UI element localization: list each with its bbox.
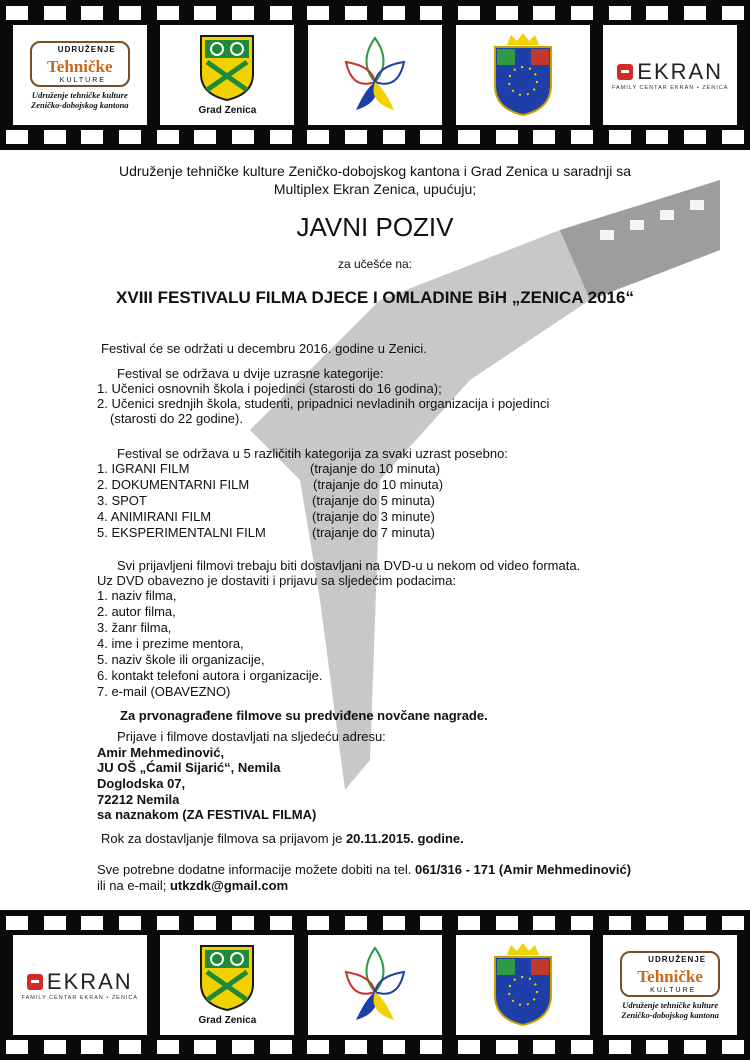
participation-label: za učešće na: <box>337 257 413 271</box>
age-category-2-cont: (starosti do 22 godine). <box>110 411 243 426</box>
address-line: Amir Mehmedinović, <box>97 745 225 760</box>
ekran-logo-frame-bottom <box>13 935 147 1035</box>
ekran-logo-frame <box>603 25 737 125</box>
zenica-coat-of-arms-icon <box>199 944 255 1012</box>
application-data-item: 4. ime i prezime mentora, <box>97 636 244 651</box>
email-text <box>97 878 288 893</box>
utk-logo-name: Tehničke <box>637 966 703 986</box>
utk-caption-line1: Udruženje tehničke kulture <box>31 89 128 100</box>
application-data-item: 6. kontakt telefoni autora i organizacije. <box>97 668 323 683</box>
invitation-body <box>0 150 750 910</box>
ekran-mark-icon <box>617 64 633 80</box>
address-line: Doglodska 07, <box>97 776 186 791</box>
fbih-coat-of-arms-icon <box>491 33 555 117</box>
utk-caption <box>31 90 129 110</box>
film-category-duration: (trajanje do 5 minuta) <box>312 493 435 508</box>
utk-caption-line2: Zeničko-dobojskog kantona <box>621 1009 719 1020</box>
top-film-strip <box>0 0 750 150</box>
fbih-coat-frame-bottom <box>456 935 590 1035</box>
film-category-name: 2. DOKUMENTARNI FILM <box>97 477 250 492</box>
fbih-coat-frame <box>456 25 590 125</box>
deadline-label: Rok za dostavljanje filmova sa prijavom je <box>101 831 343 846</box>
utk-logo-sub: KULTURE <box>650 986 697 994</box>
application-data-item: 7. e-mail (OBAVEZNO) <box>97 684 231 699</box>
utk-logo <box>30 41 130 87</box>
utk-logo-frame-bottom <box>603 935 737 1035</box>
ekran-logo <box>617 59 723 85</box>
address-line: sa naznakom (ZA FESTIVAL FILMA) <box>97 807 317 822</box>
contact-email: utkzdk@gmail.com <box>169 878 289 893</box>
age-category-2: 2. Učenici srednjih škola, studenti, pripadnici nevladinih organizacija i pojedinci <box>97 396 550 411</box>
utk-logo-name: Tehničke <box>47 56 113 76</box>
info-text <box>97 862 631 877</box>
film-category-name: 5. EKSPERIMENTALNI FILM <box>97 525 266 540</box>
page-title: JAVNI POZIV <box>296 212 454 242</box>
address-line: 72212 Nemila <box>97 792 180 807</box>
grad-zenica-frame <box>160 25 294 125</box>
ekran-mark-icon <box>27 974 43 990</box>
intro-text <box>0 162 750 198</box>
address-intro: Prijave i filmove dostavljati na sljedeću adresu: <box>117 729 386 744</box>
dvd-requirement-text: Svi prijavljeni filmovi trebaju biti dostavljani na DVD-u u nekom od video formata. <box>117 558 581 573</box>
film-categories-intro: Festival se održava u 5 različitih kategorija za svaki uzrast posebno: <box>117 446 508 461</box>
zenica-coat-of-arms-icon <box>199 34 255 102</box>
grad-zenica-frame-bottom <box>160 935 294 1035</box>
age-categories-intro: Festival se održava u dvije uzrasne kategorije: <box>117 366 384 381</box>
awards-text: Za prvonagrađene filmove su predviđene novčane nagrade. <box>120 708 488 723</box>
festival-star-logo-icon <box>332 32 418 118</box>
festival-logo-frame-bottom <box>308 935 442 1035</box>
utk-logo-header: UDRUŽENJE <box>648 954 707 964</box>
ekran-logo <box>27 969 133 995</box>
intro-line1: Udruženje tehničke kulture Zeničko-dobojskog kantona i Grad Zenica u saradnji sa <box>118 163 632 179</box>
utk-caption-line2: Zeničko-dobojskog kantona <box>31 99 129 110</box>
bottom-sprocket-holes <box>0 916 750 932</box>
grad-zenica-caption: Grad Zenica <box>198 105 257 116</box>
bottom-sprocket-holes-lower <box>0 1040 750 1056</box>
email-label: ili na e-mail; <box>97 878 167 893</box>
utk-logo-sub: KULTURE <box>59 76 106 84</box>
utk-logo-frame <box>13 25 147 125</box>
festival-date-text: Festival će se održati u decembru 2016. godine u Zenici. <box>101 341 427 356</box>
film-category-name: 4. ANIMIRANI FILM <box>97 509 212 524</box>
fbih-coat-of-arms-icon <box>491 943 555 1027</box>
dvd-application-text: Uz DVD obavezno je dostaviti i prijavu sa sljedećim podacima: <box>97 573 457 588</box>
film-category-duration: (trajanje do 7 minuta) <box>312 525 435 540</box>
ekran-logo-name: EKRAN <box>637 59 724 84</box>
grad-zenica-caption: Grad Zenica <box>198 1015 257 1026</box>
film-category-name: 1. IGRANI FILM <box>97 461 190 476</box>
ekran-tagline: FAMILY CENTAR EKRAN • ZENICA <box>21 995 138 1001</box>
address-line: JU OŠ „Ćamil Sijarić“, Nemila <box>97 760 281 775</box>
bottom-film-strip <box>0 910 750 1060</box>
film-category-name: 3. SPOT <box>97 493 147 508</box>
info-label: Sve potrebne dodatne informacije možete dobiti na tel. <box>97 862 412 877</box>
utk-caption <box>621 1000 719 1020</box>
film-category-duration: (trajanje do 10 minuta) <box>313 477 444 492</box>
top-sprocket-holes-lower <box>0 130 750 146</box>
film-category-duration: (trajanje do 3 minute) <box>312 509 435 524</box>
age-category-1: 1. Učenici osnovnih škola i pojedinci (starosti do 16 godina); <box>97 381 442 396</box>
application-data-item: 3. žanr filma, <box>97 620 172 635</box>
application-data-item: 2. autor filma, <box>97 604 176 619</box>
info-phone: 061/316 - 171 (Amir Mehmedinović) <box>415 862 632 877</box>
ekran-tagline: FAMILY CENTAR EKRAN • ZENICA <box>611 85 729 91</box>
festival-logo-frame <box>308 25 442 125</box>
top-sprocket-holes <box>0 6 750 22</box>
festival-star-logo-icon <box>332 942 418 1028</box>
ekran-logo-name: EKRAN <box>46 969 133 994</box>
deadline-date: 20.11.2015. godine. <box>345 831 464 846</box>
festival-title: XVIII FESTIVALU FILMA DJECE I OMLADINE BiH „ZENICA 2016“ <box>116 288 634 307</box>
application-data-item: 5. naziv škole ili organizacije, <box>97 652 265 667</box>
intro-line2: Multiplex Ekran Zenica, upućuju; <box>273 181 477 197</box>
deadline-text <box>101 831 464 846</box>
utk-logo <box>620 951 720 997</box>
application-data-item: 1. naziv filma, <box>97 588 177 603</box>
utk-logo-header: UDRUŽENJE <box>57 44 116 54</box>
film-category-duration: (trajanje do 10 minuta) <box>310 461 441 476</box>
utk-caption-line1: Udruženje tehničke kulture <box>622 999 719 1010</box>
